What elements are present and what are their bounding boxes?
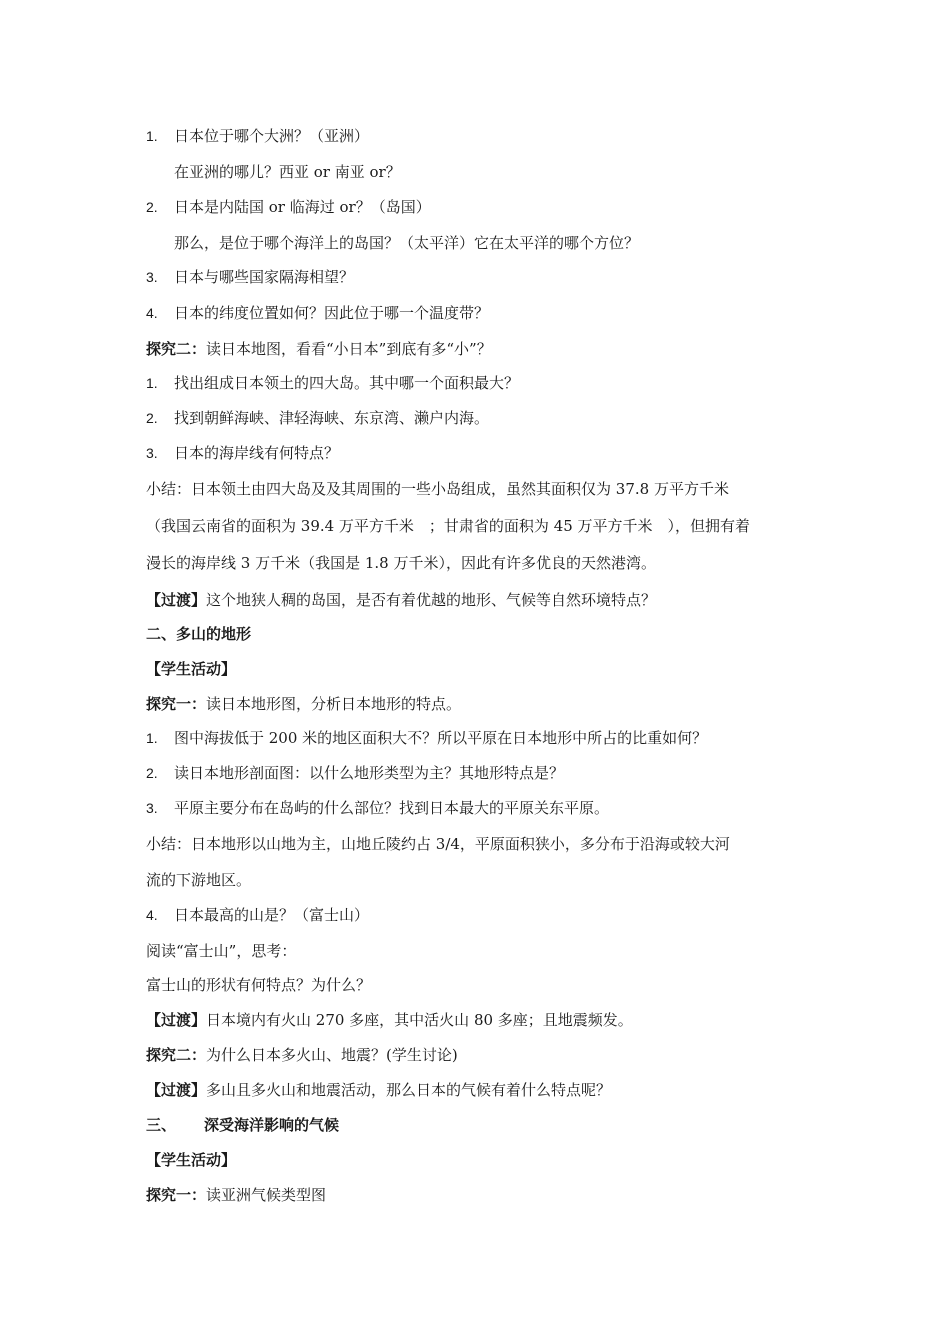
list-text: 日本的纬度位置如何？因此位于哪一个温度带？ [174, 304, 490, 322]
list-text: 平原主要分布在岛屿的什么部位？找到日本最大的平原关东平原。 [174, 799, 610, 817]
summary-line: 流的下游地区。 [146, 871, 252, 889]
question-4 [146, 303, 489, 323]
transition-2 [146, 1010, 633, 1030]
explore-one-c-heading [146, 1185, 326, 1205]
student-activity-heading: 【学生活动】 [146, 660, 237, 678]
section-three-title [146, 1115, 339, 1135]
list-item [146, 728, 707, 748]
list-item [146, 408, 489, 428]
section-title-text: 深受海洋影响的气候 [204, 1116, 340, 1134]
transition-text: 多山且多火山和地震活动，那么日本的气候有着什么特点呢？ [206, 1081, 612, 1099]
transition-label: 【过渡】 [146, 1081, 207, 1099]
question-1-sub: 在亚洲的哪儿？西亚 or 南亚 or？ [174, 163, 401, 181]
explore-text: 为什么日本多火山、地震？(学生讨论) [206, 1046, 458, 1064]
explore-label: 探究一： [146, 1186, 207, 1204]
section-two-title: 二、多山的地形 [146, 625, 252, 643]
list-text: 日本位于哪个大洲？（亚洲） [174, 127, 370, 145]
transition-1 [146, 590, 656, 610]
list-item [146, 905, 369, 925]
explore-two-b-heading [146, 1045, 458, 1065]
list-number: 2. [146, 199, 158, 215]
fuji-question: 富士山的形状有何特点？为什么？ [146, 976, 372, 994]
list-item [146, 798, 609, 818]
list-number: 3. [146, 800, 158, 816]
transition-label: 【过渡】 [146, 591, 207, 609]
list-text: 读日本地形剖面图：以什么地形类型为主？其地形特点是？ [174, 764, 565, 782]
list-text: 日本的海岸线有何特点？ [174, 444, 340, 462]
list-number: 2. [146, 410, 158, 426]
list-number: 3. [146, 269, 158, 285]
summary-line: 小结：日本地形以山地为主，山地丘陵约占 3/4，平原面积狭小，多分布于沿海或较大河 [146, 835, 730, 853]
list-number: 4. [146, 305, 158, 321]
question-1 [146, 126, 369, 146]
list-text: 日本与哪些国家隔海相望？ [174, 268, 355, 286]
list-number: 3. [146, 445, 158, 461]
list-text: 找出组成日本领土的四大岛。其中哪一个面积最大？ [174, 374, 520, 392]
list-item [146, 373, 519, 393]
section-number: 三、 [146, 1116, 177, 1134]
list-number: 1. [146, 375, 158, 391]
list-item [146, 763, 564, 783]
summary-line: 漫长的海岸线 3 万千米（我国是 1.8 万千米），因此有许多优良的天然港湾。 [146, 554, 656, 572]
transition-text: 这个地狭人稠的岛国，是否有着优越的地形、气候等自然环境特点？ [206, 591, 657, 609]
list-text: 找到朝鲜海峡、津轻海峡、东京湾、濑户内海。 [174, 409, 490, 427]
question-2-sub: 那么，是位于哪个海洋上的岛国？（太平洋）它在太平洋的哪个方位？ [174, 234, 640, 252]
list-item [146, 443, 339, 463]
list-number: 4. [146, 907, 158, 923]
explore-label: 探究二： [146, 340, 207, 358]
read-fuji-line: 阅读“富士山”，思考： [146, 942, 297, 960]
list-number: 2. [146, 765, 158, 781]
explore-label: 探究一： [146, 695, 207, 713]
explore-text: 读日本地形图，分析日本地形的特点。 [206, 695, 462, 713]
explore-text: 读亚洲气候类型图 [206, 1186, 327, 1204]
list-number: 1. [146, 730, 158, 746]
question-2 [146, 197, 431, 217]
transition-label: 【过渡】 [146, 1011, 207, 1029]
list-text: 日本最高的山是？（富士山） [174, 906, 370, 924]
list-text: 图中海拔低于 200 米的地区面积大不？所以平原在日本地形中所占的比重如何？ [174, 729, 708, 747]
transition-text: 日本境内有火山 270 多座，其中活火山 80 多座；且地震频发。 [206, 1011, 633, 1029]
question-3 [146, 267, 354, 287]
transition-3 [146, 1080, 611, 1100]
summary-line: 小结：日本领土由四大岛及及其周围的一些小岛组成，虽然其面积仅为 37.8 万平方千米 [146, 480, 729, 498]
explore-two-heading [146, 339, 492, 359]
explore-text: 读日本地图，看看“小日本”到底有多“小”？ [206, 340, 492, 358]
summary-line: （我国云南省的面积为 39.4 万平方千米 ；甘肃省的面积为 45 万平方千米 ），但拥有着 [146, 517, 751, 535]
list-number: 1. [146, 128, 158, 144]
list-text: 日本是内陆国 or 临海过 or？（岛国） [174, 198, 431, 216]
explore-label: 探究二： [146, 1046, 207, 1064]
student-activity-heading: 【学生活动】 [146, 1151, 237, 1169]
explore-one-heading [146, 694, 461, 714]
